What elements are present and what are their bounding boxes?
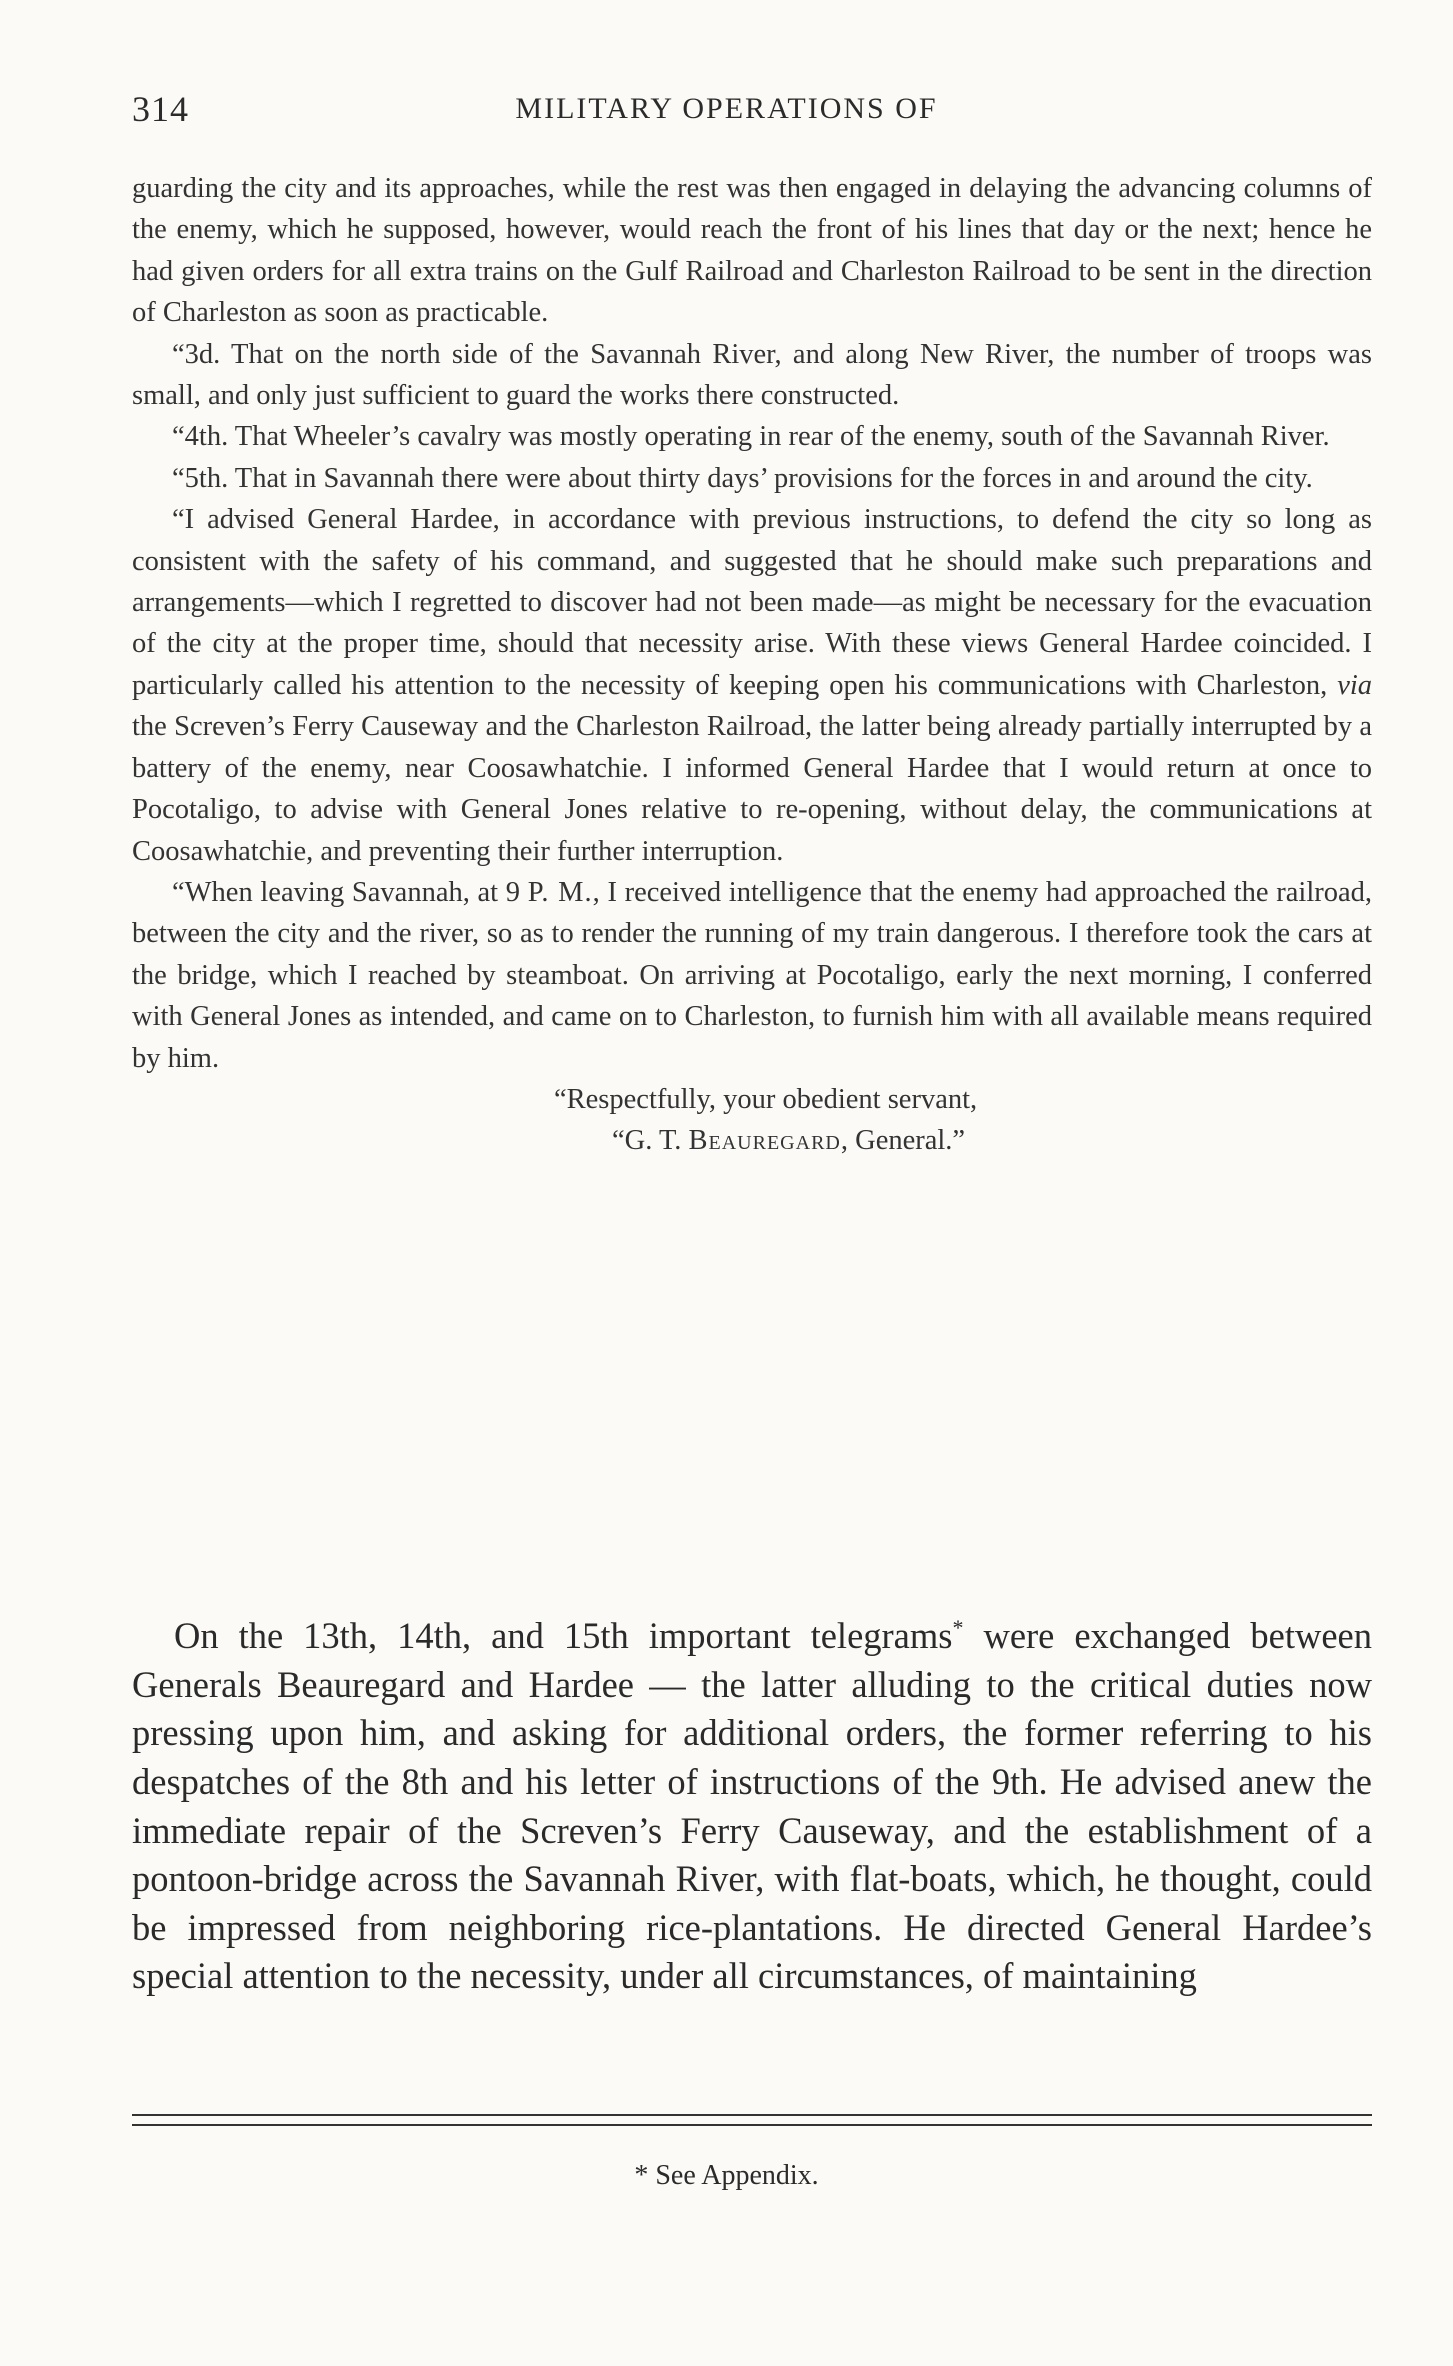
letter-paragraph: “4th. That Wheeler’s cavalry was mostly operating in rear of the enemy, south of the Savannah River. xyxy=(172,421,1330,453)
letter-text: “When leaving Savannah, at 9 xyxy=(172,876,521,908)
signature-suffix: , General.” xyxy=(840,1125,966,1157)
letter-paragraph: guarding the city and its approaches, while the rest was then engaged in delaying the advancing columns of the enemy, which he supposed, however, would reach the front of his lines that day or the next; hence he had given orders for all extra trains on the Gulf Railroad and Charleston Railroad to be sent in the direction of Charleston as soon as practicable. xyxy=(132,173,1372,329)
letter-text: , I received intelligence that the enemy had approached the railroad, between the city and the river, so as to render the running of my train dangerous. I therefore took the cars at the bridge, which I reached by steamboat. On arriving at Pocotaligo, early the next morning, I conferred with General Jones as intended, and came on to Charleston, to furnish him with all available means required by him. xyxy=(132,876,1372,1074)
letter-excerpt xyxy=(132,168,1372,1162)
body-paragraph xyxy=(132,1604,1372,2001)
via-italic: via xyxy=(1337,669,1373,701)
footnote: * See Appendix. xyxy=(634,2160,819,2191)
letter-paragraph: “3d. That on the north side of the Savannah River, and along New River, the number of troops was small, and only just sufficient to guard the works there constructed. xyxy=(132,338,1372,412)
signature xyxy=(132,1120,1372,1161)
letter-paragraph xyxy=(132,499,1372,872)
signature-name: Beauregard xyxy=(688,1125,841,1157)
footnote-rule-bottom xyxy=(132,2124,1372,2126)
letter-text: “I advised General Hardee, in accordance with previous instructions, to defend the city so long as consistent with the safety of his command, and suggested that he should make such preparations and arrangements—which I regretted to discover had not been made—as might be necessary for the evacuation of the city at the proper time, should that necessity arise. With these views General Hardee coincided. I particularly called his attention to the necessity of keeping open his communications with Charleston, xyxy=(132,504,1372,701)
letter-paragraph: “5th. That in Savannah there were about thirty days’ provisions for the forces in and around the city. xyxy=(172,462,1313,494)
time-abbrev: P. M. xyxy=(527,876,593,908)
running-title: MILITARY OPERATIONS OF xyxy=(515,92,938,125)
letter-paragraph xyxy=(132,872,1372,1079)
page-number: 314 xyxy=(132,89,189,129)
signature-prefix: “G. T. xyxy=(612,1125,682,1157)
body-text: On the 13th, 14th, and 15th important telegrams xyxy=(174,1615,953,1657)
main-text xyxy=(132,1604,1372,2001)
letter-text: the Screven’s Ferry Causeway and the Charleston Railroad, the latter being already partially interrupted by a battery of the enemy, near Coosawhatchie. I informed General Hardee that I would return at once to Pocotaligo, to advise with General Jones relative to re-opening, without delay, the communications at Coosawhatchie, and preventing their further interruption. xyxy=(132,711,1372,867)
footnote-marker: * xyxy=(952,1615,964,1640)
footnote-rule-top xyxy=(132,2114,1372,2116)
closing-line: “Respectfully, your obedient servant, xyxy=(554,1083,978,1115)
body-text: were exchanged between Generals Beauregard and Hardee — the latter alluding to the critical duties now pressing upon him, and asking for additional orders, the former referring to his despatches of the 8th and his letter of instructions of the 9th. He advised anew the immediate repair of the Screven’s Ferry Causeway, and the establishment of a pontoon-bridge across the Savannah River, with flat-boats, which, he thought, could be impressed from neighboring rice-plantations. He directed General Hardee’s special attention to the necessity, under all circumstances, of maintaining xyxy=(132,1615,1372,1997)
